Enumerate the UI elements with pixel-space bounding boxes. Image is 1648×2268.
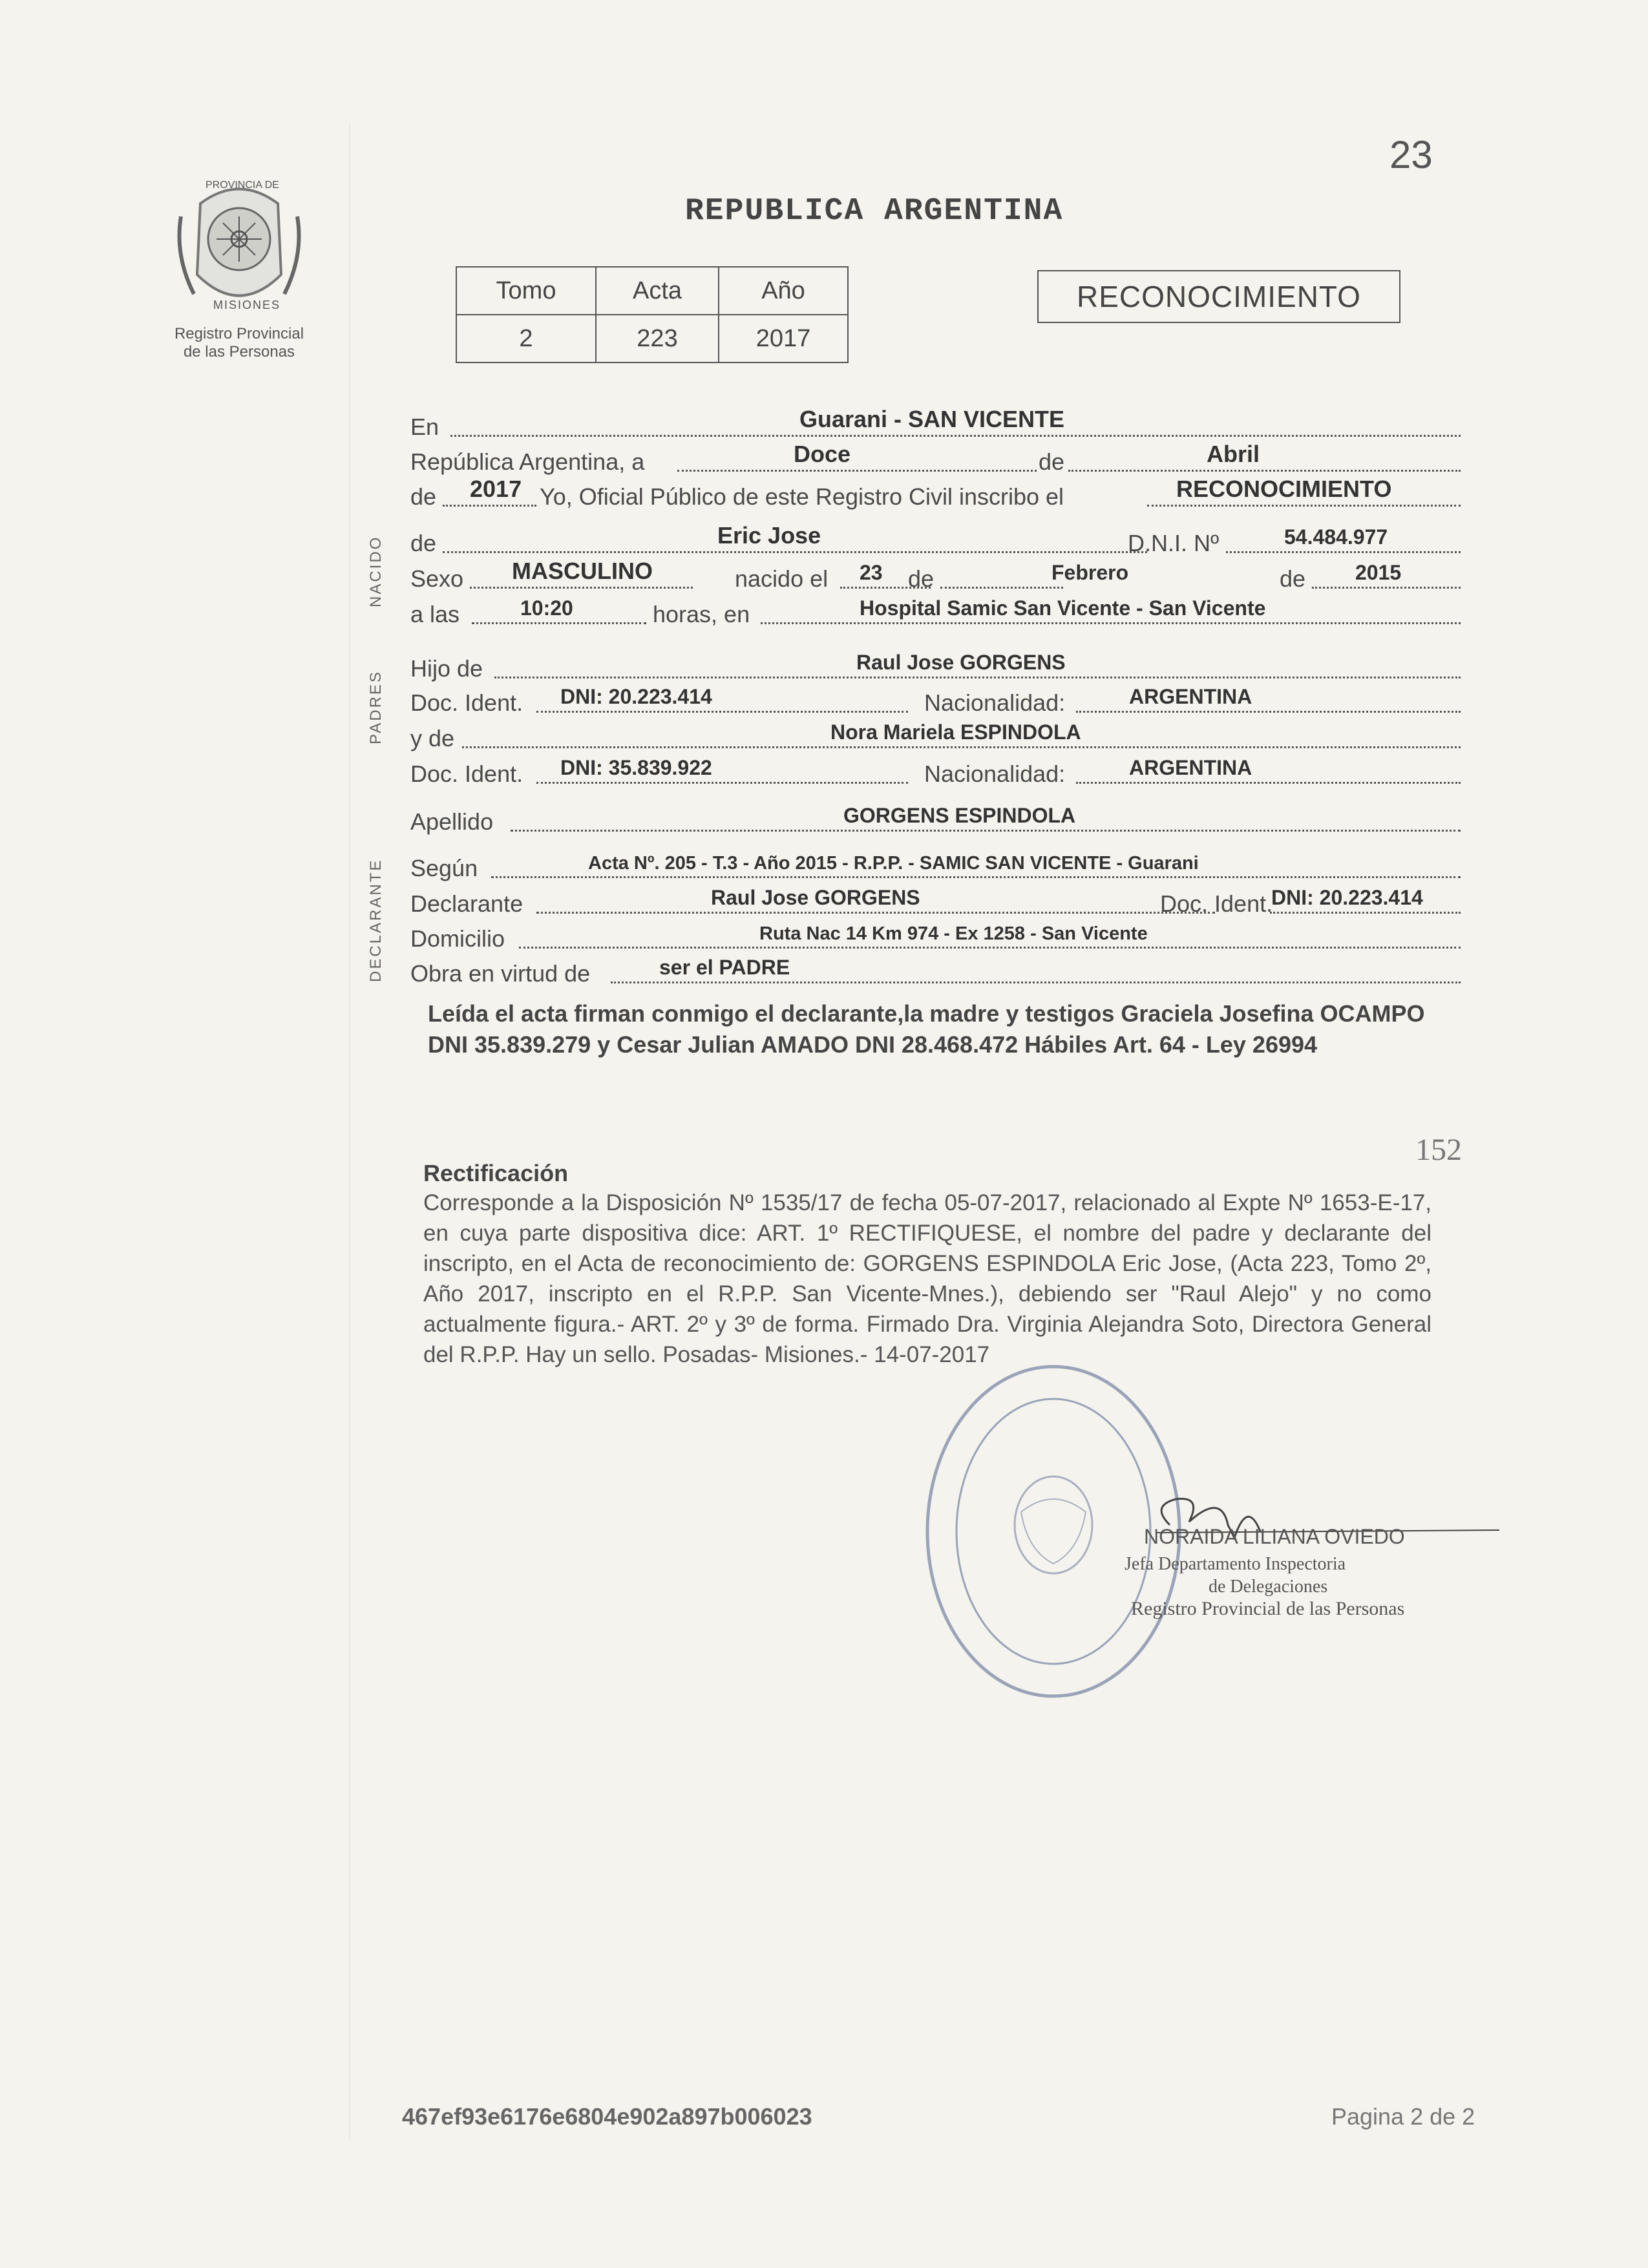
field-row-year: [410, 474, 1461, 510]
label-apellido: Apellido: [410, 808, 494, 835]
signatory-name: NORAIDA LILIANA OVIEDO: [1144, 1525, 1405, 1548]
dotted-line: [536, 711, 908, 713]
field-row-source: [410, 846, 1461, 882]
signatory-org: Registro Provincial de las Personas: [1131, 1598, 1405, 1619]
label-domicilio: Domicilio: [410, 925, 505, 952]
field-row-father: [410, 646, 1461, 682]
value-child-name: Eric Jose: [717, 522, 821, 549]
value-mother-nationality: ARGENTINA: [1129, 756, 1252, 779]
value-birth-day: 23: [860, 561, 883, 584]
label-nacionalidad: Nacionalidad:: [924, 761, 1066, 787]
value-father-nationality: ARGENTINA: [1129, 685, 1252, 708]
dotted-line: [761, 622, 1461, 624]
dotted-line: [511, 830, 1461, 832]
dotted-line: [1226, 551, 1461, 553]
field-row-date: [410, 439, 1461, 476]
field-row-surname: [410, 799, 1461, 835]
label-oficial: Yo, Oficial Público de este Registro Civil inscribo el: [540, 483, 1064, 510]
document-hash: 467ef93e6176e6804e902a897b006023: [402, 2103, 812, 2130]
logo-caption-line: Registro Provincial: [174, 325, 304, 342]
label-doc-ident: Doc. Ident.: [1160, 890, 1273, 917]
signing-notes: Leída el acta firman conmigo el declarante,la madre y testigos Graciela Josefina OCAMPO DNI 35.839.279 y Cesar Julian AMADO DNI 28.468.472 Hábiles Art. 64 - Ley 26994: [428, 1000, 1425, 1058]
register-header: Tomo: [456, 267, 596, 315]
value-birth-time: 10:20: [520, 596, 573, 620]
label-de: de: [908, 565, 935, 592]
dotted-line: [1076, 782, 1461, 784]
dotted-line: [536, 912, 1215, 914]
dotted-line: [470, 587, 693, 589]
dotted-line: [611, 982, 1461, 983]
value-mother-dni: DNI: 35.839.922: [560, 756, 712, 779]
value-inscription-type: RECONOCIMIENTO: [1176, 476, 1392, 502]
register-header: Acta: [596, 267, 719, 315]
value-father-dni: DNI: 20.223.414: [560, 685, 712, 708]
label-republica: República Argentina, a: [410, 448, 645, 475]
label-horas: horas, en: [653, 601, 750, 627]
dotted-line: [536, 782, 908, 784]
dotted-line: [472, 622, 646, 624]
register-value: 223: [596, 315, 719, 362]
logo-caption-line: de las Personas: [183, 343, 295, 361]
value-day: Doce: [794, 441, 851, 467]
dotted-line: [677, 470, 1037, 472]
label-declarante: Declarante: [410, 890, 523, 917]
label-nacionalidad: Nacionalidad:: [924, 689, 1066, 716]
value-surname: GORGENS ESPINDOLA: [843, 804, 1076, 827]
register-table: [456, 266, 849, 363]
register-value: 2: [456, 315, 596, 362]
dotted-line: [519, 947, 1461, 949]
label-de: de: [1280, 565, 1306, 592]
label-en: En: [410, 414, 439, 440]
page-indicator: Pagina 2 de 2: [1331, 2103, 1475, 2130]
dotted-line: [1312, 587, 1461, 589]
label-dni: D.N.I. Nº: [1128, 530, 1220, 556]
value-declarant-name: Raul Jose GORGENS: [711, 886, 920, 909]
value-child-dni: 54.484.977: [1284, 525, 1388, 549]
logo-caption: [142, 325, 336, 361]
field-row-sex: [410, 556, 1461, 593]
label-sexo: Sexo: [410, 565, 464, 592]
dotted-line: [491, 876, 1461, 878]
rectification-heading: Rectificación: [423, 1160, 569, 1186]
dotted-line: [443, 505, 536, 507]
label-alas: a las: [410, 601, 460, 627]
value-birth-place: Hospital Samic San Vicente - San Vicente: [860, 596, 1266, 620]
dotted-line: [443, 551, 1147, 553]
value-source-record: Acta Nº. 205 - T.3 - Año 2015 - R.P.P. - SAMIC SAN VICENTE - Guarani: [588, 853, 1199, 874]
value-father-name: Raul Jose GORGENS: [856, 651, 1066, 674]
signatory-title: Jefa Departamento Inspectoria: [1125, 1554, 1346, 1574]
record-type-box: RECONOCIMIENTO: [1037, 270, 1400, 323]
value-year: 2017: [470, 476, 522, 502]
field-row-father-doc: [410, 680, 1461, 717]
label-nacido: nacido el: [735, 565, 829, 592]
label-hijo: Hijo de: [410, 655, 483, 682]
dotted-line: [1147, 505, 1461, 507]
dotted-line: [1270, 912, 1461, 914]
signatory-title: de Delegaciones: [1209, 1577, 1328, 1597]
label-de: de: [410, 483, 437, 510]
value-declarant-dni: DNI: 20.223.414: [1271, 886, 1423, 909]
field-row-mother: [410, 716, 1461, 752]
label-segun: Según: [410, 855, 478, 881]
field-row-en: [410, 404, 1461, 441]
rectification-text: Corresponde a la Disposición Nº 1535/17 de fecha 05-07-2017, relacionado al Expte Nº 1653-E-17, en cuya parte dispositiva dice: ART. 1º RECTIFIQUESE, el nombre del padre y declarante del inscripto, en el Acta de reconocimiento de: GORGENS ESPINDOLA Eric Jose, (Acta 223, Tomo 2º, Año 2017, inscripto en el R.P.P. San Vicente-Mnes.), debiendo ser "Raul Alejo" y no como actualmente figura.- ART. 2º y 3º de forma. Firmado Dra. Virginia Alejandra Soto, Directora General del R.P.P. Hay un sello. Posadas- Misiones.- 14-07-2017: [423, 1190, 1431, 1367]
handwritten-number: 152: [1415, 1133, 1462, 1167]
field-row-name: [410, 521, 1461, 557]
value-sex: MASCULINO: [512, 558, 653, 584]
field-row-basis: [410, 951, 1461, 987]
page-number: 23: [1389, 133, 1433, 176]
value-place: Guarani - SAN VICENTE: [799, 406, 1065, 432]
register-header: Año: [719, 267, 848, 315]
logo-ring-top: PROVINCIA DE: [206, 180, 279, 191]
side-label-padres: PADRES: [367, 670, 385, 744]
field-row-address: [410, 916, 1461, 952]
dotted-line: [450, 435, 1461, 437]
dotted-line: [494, 677, 1461, 678]
label-de: de: [1039, 448, 1065, 475]
value-address: Ruta Nac 14 Km 974 - Ex 1258 - San Vicente: [759, 923, 1148, 944]
register-value: 2017: [719, 315, 848, 362]
field-row-time-place: [410, 592, 1461, 628]
value-month: Abril: [1207, 441, 1260, 467]
dotted-line: [940, 587, 1063, 589]
value-birth-month: Febrero: [1051, 561, 1129, 584]
field-row-mother-doc: [410, 751, 1461, 788]
label-de: de: [410, 530, 437, 556]
label-doc-ident: Doc. Ident.: [410, 761, 523, 787]
logo-ring-bottom: MISIONES: [213, 299, 281, 311]
dotted-line: [1076, 711, 1461, 713]
document-title: REPUBLICA ARGENTINA: [685, 194, 1064, 229]
value-mother-name: Nora Mariela ESPINDOLA: [830, 720, 1081, 744]
dotted-line: [462, 746, 1461, 748]
value-basis: ser el PADRE: [659, 956, 790, 979]
value-birth-year: 2015: [1355, 561, 1402, 584]
side-label-nacido: NACIDO: [367, 535, 385, 607]
side-label-declarante: DECLARANTE: [367, 858, 385, 982]
label-doc-ident: Doc. Ident.: [410, 689, 523, 716]
dotted-line: [1068, 470, 1461, 472]
label-obra: Obra en virtud de: [410, 960, 591, 987]
field-row-declarant: [410, 881, 1461, 918]
label-yde: y de: [410, 725, 455, 751]
